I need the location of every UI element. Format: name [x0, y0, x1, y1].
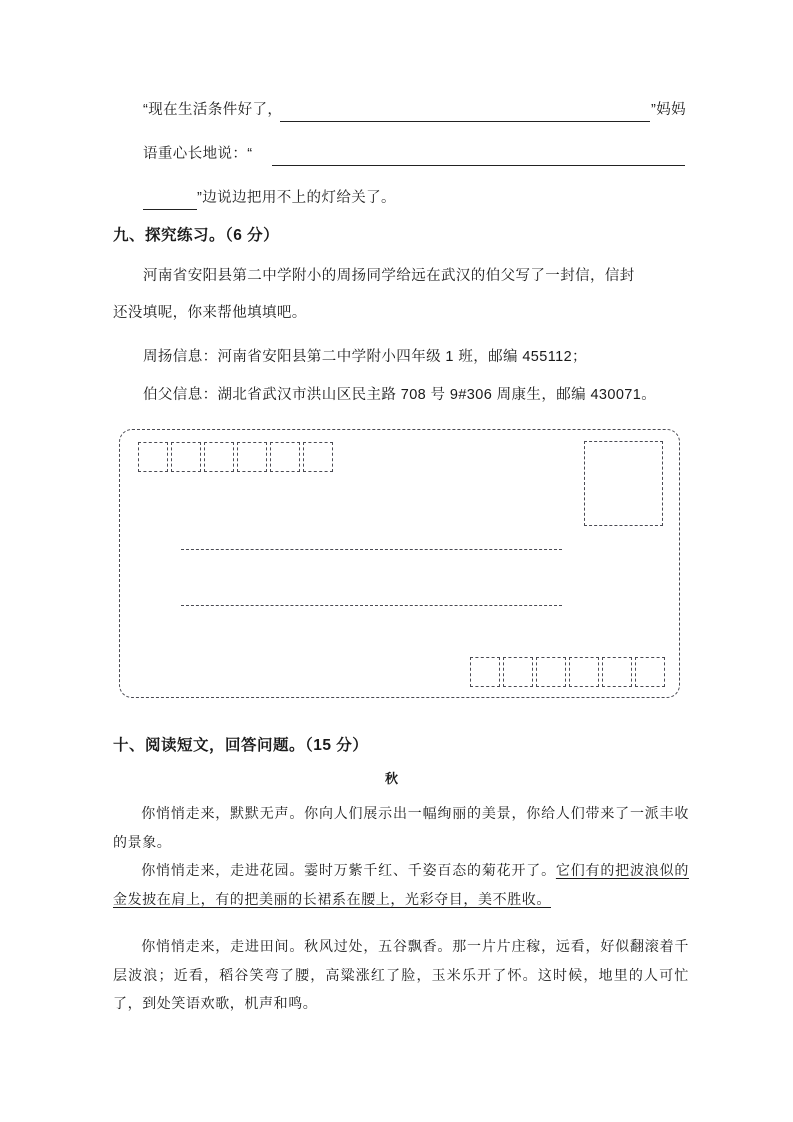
- postcode-box-sender-1[interactable]: [138, 442, 168, 472]
- postcode-box-recipient-1[interactable]: [470, 657, 500, 687]
- quote-line-2-blank[interactable]: [272, 165, 685, 166]
- paragraph-2-text: 你悄悄走来，走进花园。霎时万紫千红、千姿百态的菊花开了。: [141, 864, 556, 879]
- quote-line-1-tail: ”妈妈: [651, 102, 687, 118]
- sender-info: 周扬信息：河南省安阳县第二中学附小四年级 1 班，邮编 455112；: [143, 349, 587, 365]
- quote-line-2-text: 语重心长地说：“: [143, 146, 253, 162]
- stamp-box[interactable]: [584, 441, 663, 526]
- postcode-box-recipient-2[interactable]: [503, 657, 533, 687]
- quote-line-1-blank[interactable]: [280, 121, 650, 122]
- postcode-box-sender-3[interactable]: [204, 442, 234, 472]
- address-line-2[interactable]: [181, 605, 562, 606]
- postcode-box-sender-2[interactable]: [171, 442, 201, 472]
- section-nine-intro-line-1: 河南省安阳县第二中学附小的周扬同学给远在武汉的伯父写了一封信，信封: [143, 268, 635, 284]
- paragraph-3-text: 你悄悄走来，走进田间。秋风过处，五谷飘香。那一片片庄稼，远看，好似翻滚着千层波浪；近看，稻谷笑弯了腰，高粱涨红了脸，玉米乐开了怀。这时候，地里的人可忙了，到处笑语欢歌，机声和鸣。: [113, 940, 689, 1012]
- postcode-box-recipient-5[interactable]: [602, 657, 632, 687]
- quote-line-3-text: ”边说边把用不上的灯给关了。: [197, 190, 396, 206]
- passage-title: 秋: [385, 771, 399, 786]
- postcode-box-recipient-3[interactable]: [536, 657, 566, 687]
- section-nine-heading: 九、探究练习。（6 分）: [113, 227, 280, 244]
- passage-paragraph-3: [113, 934, 689, 1020]
- section-nine-intro-line-2: 还没填呢，你来帮他填填吧。: [113, 305, 307, 321]
- paragraph-1-text: 你悄悄走来，默默无声。你向人们展示出一幅绚丽的美景，你给人们带来了一派丰收的景象。: [113, 807, 689, 851]
- postcode-box-sender-6[interactable]: [303, 442, 333, 472]
- quote-line-3-blank[interactable]: [143, 209, 197, 210]
- postcode-box-recipient-6[interactable]: [635, 657, 665, 687]
- section-ten-heading: 十、阅读短文，回答问题。（15 分）: [113, 737, 369, 754]
- passage-paragraph-1: [113, 801, 689, 858]
- quote-line-1-text: “现在生活条件好了，: [143, 102, 283, 118]
- postcode-box-sender-4[interactable]: [237, 442, 267, 472]
- postcode-box-sender-5[interactable]: [270, 442, 300, 472]
- postcode-box-recipient-4[interactable]: [569, 657, 599, 687]
- passage-paragraph-2: [113, 858, 689, 915]
- recipient-info: 伯父信息：湖北省武汉市洪山区民主路 708 号 9#306 周康生，邮编 430071。: [143, 387, 657, 403]
- paragraph-2-underlined-text: 它们有的把波浪似的金发披在肩上，有的把美丽的长裙系在腰上，光彩夺目，美不胜收。: [113, 864, 689, 908]
- address-line-1[interactable]: [181, 549, 562, 550]
- envelope-diagram: [119, 429, 680, 698]
